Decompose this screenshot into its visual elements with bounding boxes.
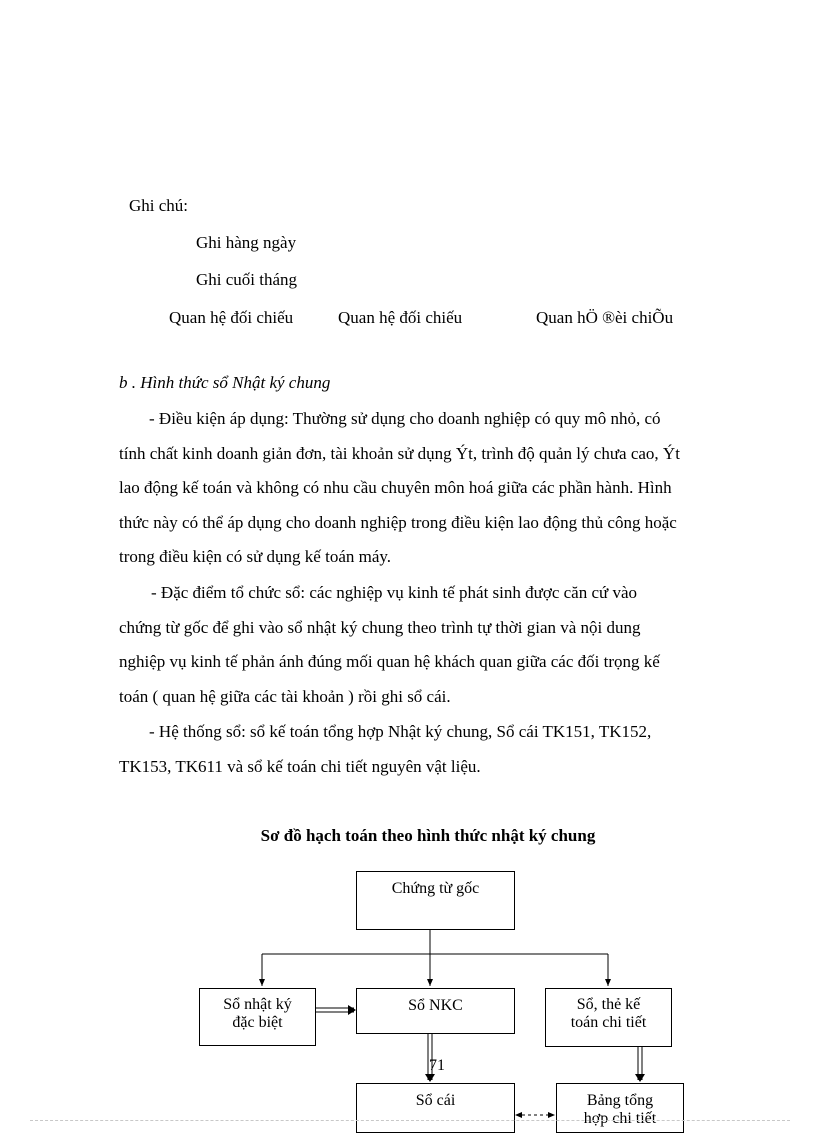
paragraph-line: - Điều kiện áp dụng: Thường sử dụng cho doanh nghiệp có quy mô nhỏ, có bbox=[149, 409, 661, 428]
box-label: Sổ nhật ký bbox=[223, 996, 292, 1013]
page-number: 71 bbox=[429, 1057, 445, 1074]
box-special-journal bbox=[199, 988, 316, 1046]
paragraph-line: trong điều kiện có sử dụng kế toán máy. bbox=[119, 547, 392, 566]
arrowhead bbox=[348, 1005, 356, 1015]
box-detail-summary bbox=[556, 1083, 684, 1133]
paragraph-line: lao động kế toán và không có nhu cầu chuyên môn hoá giữa các phần hành. Hình bbox=[119, 478, 672, 497]
paragraph-line: toán ( quan hệ giữa các tài khoản ) rồi ghi sổ cái. bbox=[119, 686, 451, 706]
paragraph-line: tính chất kinh doanh giản đơn, tài khoản sử dụng Ýt, trình độ quản lý chưa cao, Ýt bbox=[119, 443, 680, 463]
arrowhead bbox=[515, 1112, 522, 1118]
box-general-journal bbox=[356, 988, 515, 1034]
box-label: Sổ NKC bbox=[408, 997, 463, 1014]
box-label: đặc biệt bbox=[232, 1014, 283, 1031]
section-heading: b . Hình thức sổ Nhật ký chung bbox=[119, 373, 331, 392]
box-label: Bảng tổng bbox=[586, 1092, 654, 1109]
legend-month-end: Ghi cuối tháng bbox=[196, 270, 298, 289]
legend-reconcile-1: Quan hệ đối chiếu bbox=[169, 308, 294, 327]
arrowhead bbox=[425, 1074, 435, 1082]
legend-reconcile-2: Quan hệ đối chiếu bbox=[338, 308, 463, 327]
box-detail-books bbox=[545, 988, 672, 1047]
paragraph-line: TK153, TK611 và sổ kế toán chi tiết nguyên vật liệu. bbox=[119, 756, 481, 776]
paragraph-line: thức này có thể áp dụng cho doanh nghiệp trong điều kiện lao động thủ công hoặc bbox=[119, 512, 677, 532]
legend-daily: Ghi hàng ngày bbox=[196, 233, 297, 252]
paragraph-line: chứng từ gốc để ghi vào sổ nhật ký chung theo trình tự thời gian và nội dung bbox=[119, 617, 641, 637]
page-break-line bbox=[30, 1120, 790, 1121]
notes-title: Ghi chú: bbox=[129, 196, 189, 215]
box-ledger bbox=[356, 1083, 515, 1133]
box-label: toán chi tiết bbox=[570, 1014, 647, 1031]
paragraph-line: - Hệ thống sổ: sổ kế toán tổng hợp Nhật ký chung, Sổ cái TK151, TK152, bbox=[149, 722, 652, 741]
box-label: Sổ, thẻ kế bbox=[576, 996, 641, 1013]
paragraph-line: nghiệp vụ kinh tế phản ánh đúng mối quan hệ khách quan giữa các đối trọng kế bbox=[119, 652, 660, 671]
box-source-documents bbox=[356, 871, 515, 930]
box-label: Chứng từ gốc bbox=[391, 880, 480, 897]
legend-reconcile-3: Quan hÖ ®èi chiÕu bbox=[536, 308, 674, 327]
diagram-title: Sơ đồ hạch toán theo hình thức nhật ký chung bbox=[260, 826, 596, 845]
box-label: hợp chi tiết bbox=[583, 1110, 657, 1127]
arrowhead bbox=[635, 1074, 645, 1082]
arrowhead bbox=[548, 1112, 555, 1118]
paragraph-line: - Đặc điểm tổ chức sổ: các nghiệp vụ kinh tế phát sinh được căn cứ vào bbox=[151, 583, 638, 602]
box-label: Sổ cái bbox=[415, 1092, 456, 1109]
